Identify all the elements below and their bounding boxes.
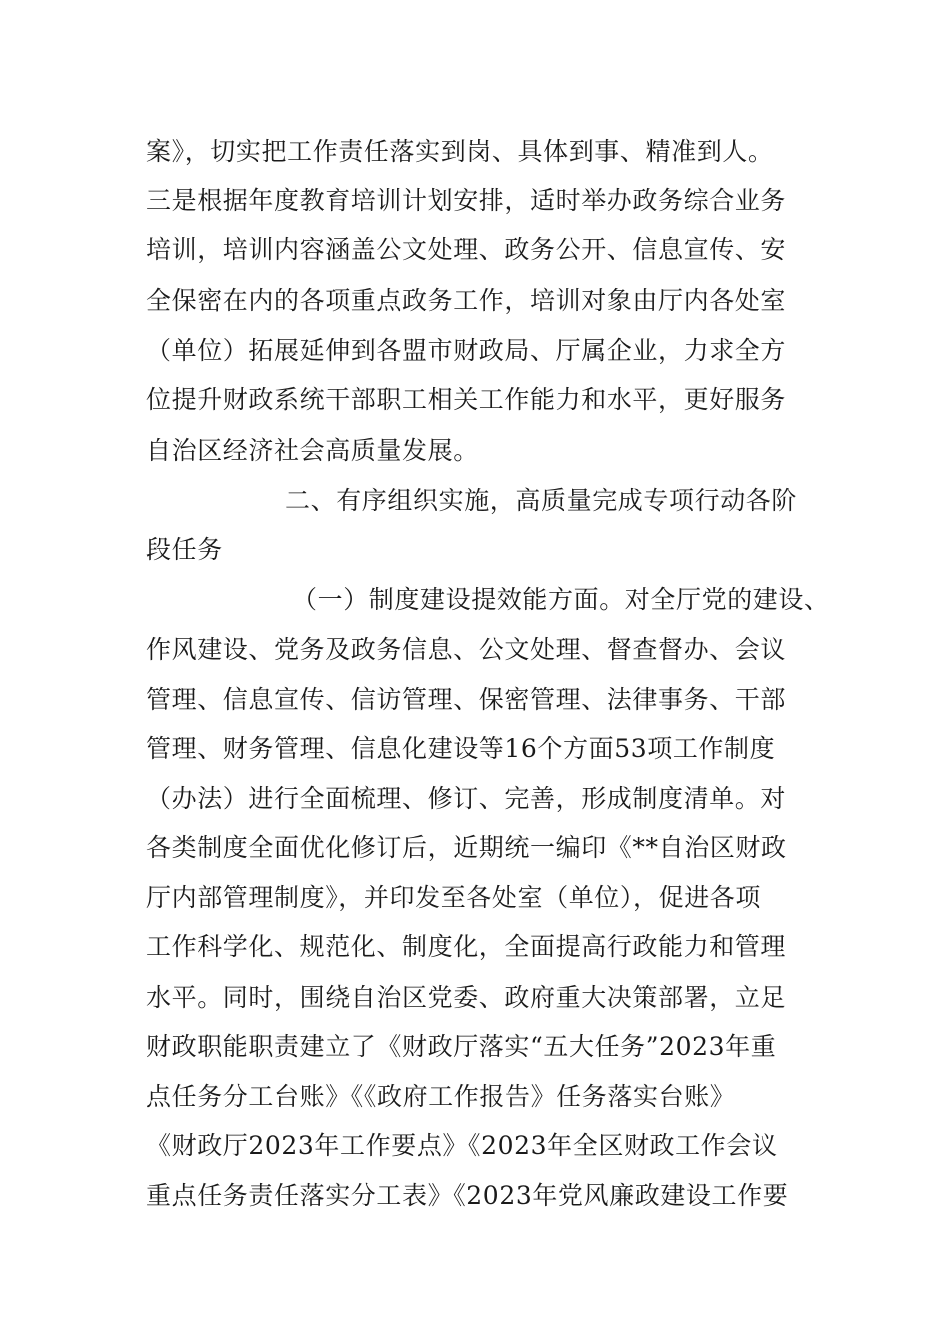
text-line: 自治区经济社会高质量发展。 bbox=[146, 436, 479, 465]
text-line: 案》，切实把工作责任落实到岗、具体到事、精准到人。 bbox=[146, 137, 774, 166]
text-line: 管理、财务管理、信息化建设等16个方面53项工作制度 bbox=[146, 734, 776, 763]
text-line: 三是根据年度教育培训计划安排，适时举办政务综合业务 bbox=[146, 186, 787, 215]
text-line: 管理、信息宣传、信访管理、保密管理、法律事务、干部 bbox=[146, 685, 787, 714]
text-line: （办法）进行全面梳理、修订、完善，形成制度清单。对 bbox=[146, 784, 787, 813]
text-line: 培训，培训内容涵盖公文处理、政务公开、信息宣传、安 bbox=[146, 235, 787, 264]
section-heading: 二、有序组织实施，高质量完成专项行动各阶 bbox=[285, 486, 798, 515]
text-line: 厅内部管理制度》，并印发至各处室（单位），促进各项 bbox=[146, 883, 762, 912]
text-line: 《财政厅2023年工作要点》《2023年全区财政工作会议 bbox=[146, 1131, 778, 1160]
text-line: 作风建设、党务及政务信息、公文处理、督查督办、会议 bbox=[146, 635, 787, 664]
text-line: 工作科学化、规范化、制度化，全面提高行政能力和管理 bbox=[146, 932, 787, 961]
text-line: 点任务分工台账》《《政府工作报告》任务落实台账》 bbox=[146, 1082, 736, 1111]
text-line: 位提升财政系统干部职工相关工作能力和水平，更好服务 bbox=[146, 385, 787, 414]
text-line: 重点任务责任落实分工表》《2023年党风廉政建设工作要 bbox=[146, 1181, 789, 1210]
text-line: 各类制度全面优化修订后，近期统一编印《**自治区财政 bbox=[146, 833, 787, 862]
subsection-heading: （一）制度建设提效能方面。对全厅党的建设、 bbox=[292, 585, 830, 614]
text-line: 水平。同时，围绕自治区党委、政府重大决策部署，立足 bbox=[146, 983, 787, 1012]
text-line: 全保密在内的各项重点政务工作，培训对象由厅内各处室 bbox=[146, 286, 787, 315]
text-line: 财政职能职责建立了《财政厅落实“五大任务”2023年重 bbox=[146, 1032, 777, 1061]
text-line: （单位）拓展延伸到各盟市财政局、厅属企业，力求全方 bbox=[146, 336, 787, 365]
section-heading-continued: 段任务 bbox=[146, 535, 223, 564]
